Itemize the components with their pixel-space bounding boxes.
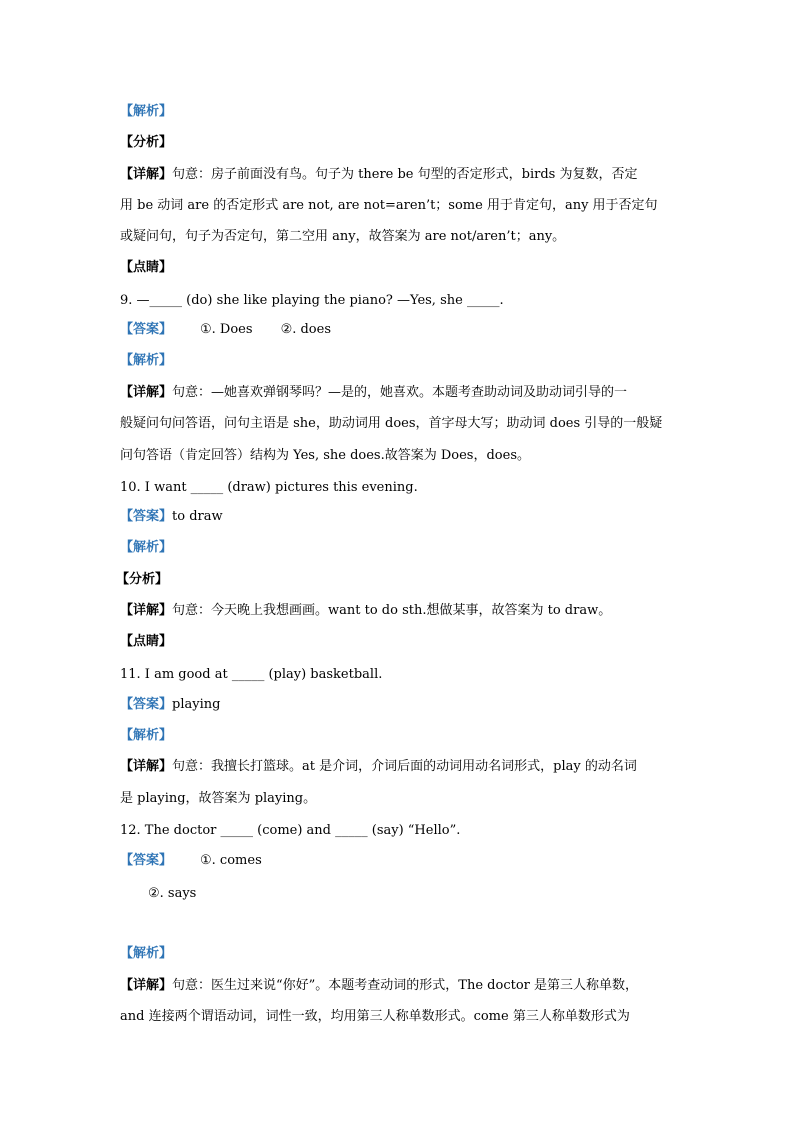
remark-heading: 【点睛】 xyxy=(120,260,173,275)
detail-paragraph-line: 用 be 动词 are 的否定形式 are not, are not=aren’t；some 用于肯定句，any 用于否定句 xyxy=(120,198,658,213)
answer-9: 【答案】 ①. Does ②. does xyxy=(120,322,331,337)
answer-11: 【答案】playing xyxy=(120,697,221,712)
answer-10: 【答案】to draw xyxy=(120,509,223,524)
question-9: 9. —_____ (do) she like playing the piano? —Yes, she _____. xyxy=(120,293,504,308)
analysis-heading: 【解析】 xyxy=(120,728,173,743)
explanation-heading: 【分析】 xyxy=(120,135,173,150)
detail-paragraph: 【详解】句意：我擅长打篮球。at 是介词，介词后面的动词用动名词形式，play 的动名词 xyxy=(120,759,637,774)
detail-paragraph: 【详解】句意：医生过来说“你好”。本题考查动词的形式，The doctor 是第三人称单数， xyxy=(120,978,639,993)
detail-paragraph: 【详解】句意：房子前面没有鸟。句子为 there be 句型的否定形式，birds 为复数，否定 xyxy=(120,167,638,182)
detail-paragraph-line: 或疑问句，句子为否定句，第二空用 any，故答案为 are not/aren’t；any。 xyxy=(120,229,566,244)
explanation-heading: 【分析】 xyxy=(116,572,169,587)
remark-heading: 【点睛】 xyxy=(120,634,173,649)
detail-paragraph-line: 般疑问句问答语，问句主语是 she，助动词用 does，首字母大写；助动词 does 引导的一般疑 xyxy=(120,416,663,431)
analysis-heading: 【解析】 xyxy=(120,540,173,555)
detail-paragraph-line: 是 playing，故答案为 playing。 xyxy=(120,791,317,806)
analysis-heading: 【解析】 xyxy=(120,104,173,119)
detail-paragraph: 【详解】句意：今天晚上我想画画。want to do sth.想做某事，故答案为 to draw。 xyxy=(120,603,612,618)
question-11: 11. I am good at _____ (play) basketball. xyxy=(120,667,383,682)
analysis-heading: 【解析】 xyxy=(120,946,173,961)
detail-paragraph-line: 问句答语（肯定回答）结构为 Yes, she does.故答案为 Does，does。 xyxy=(120,448,530,463)
question-12: 12. The doctor _____ (come) and _____ (say) “Hello”. xyxy=(120,823,461,838)
analysis-heading: 【解析】 xyxy=(120,353,173,368)
answer-12: 【答案】 ①. comes xyxy=(120,853,262,868)
question-10: 10. I want _____ (draw) pictures this evening. xyxy=(120,480,418,495)
detail-paragraph-line: and 连接两个谓语动词，词性一致，均用第三人称单数形式。come 第三人称单数形式为 xyxy=(120,1009,630,1024)
detail-paragraph: 【详解】句意：—她喜欢弹钢琴吗？—是的，她喜欢。本题考查助动词及助动词引导的一 xyxy=(120,385,628,400)
answer-12-second: ②. says xyxy=(148,886,197,901)
